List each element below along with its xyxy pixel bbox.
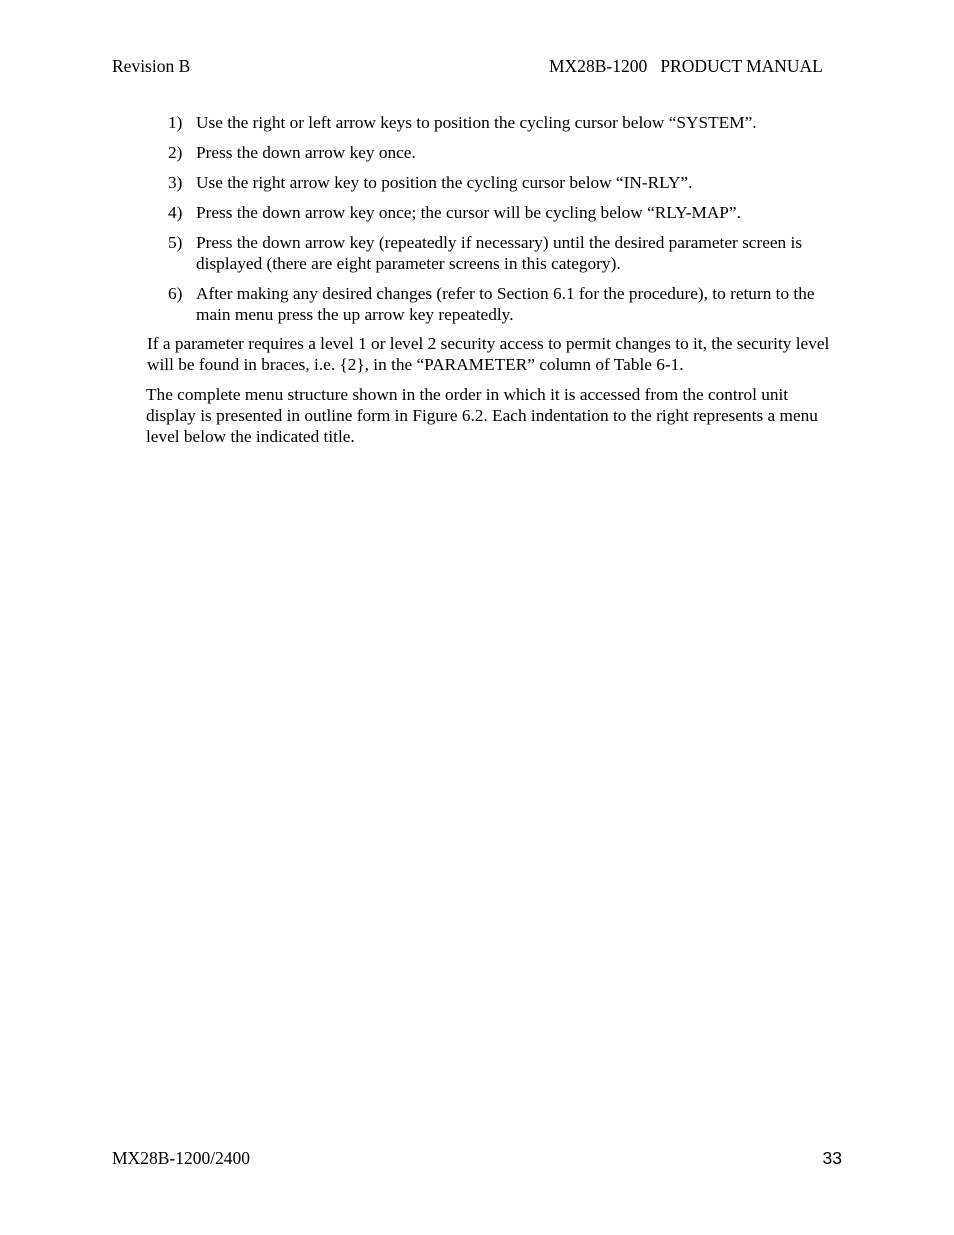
step-3 [168,172,848,193]
step-text: Press the down arrow key once. [196,143,416,162]
header-manual-title: MX28B-1200 PRODUCT MANUAL [549,56,823,76]
step-number: 1) [168,113,183,132]
step-number: 5) [168,233,183,252]
step-4 [168,202,848,223]
step-5 [168,232,848,274]
step-2 [168,142,848,163]
step-text: Use the right arrow key to position the cycling cursor below “IN-RLY”. [196,173,693,192]
step-text: After making any desired changes (refer to Section 6.1 for the procedure), to return to the main menu press the up arrow key repeatedly. [196,284,815,324]
security-level-paragraph: If a parameter requires a level 1 or level 2 security access to permit changes to it, the security level will be found in braces, i.e. {2}, in the “PARAMETER” column of Table 6-1. [147,334,830,374]
step-text: Use the right or left arrow keys to position the cycling cursor below “SYSTEM”. [196,113,757,132]
step-text: Press the down arrow key once; the cursor will be cycling below “RLY-MAP”. [196,203,741,222]
step-6 [168,283,848,325]
step-1 [168,112,848,133]
footer-model: MX28B-1200/2400 [112,1148,251,1168]
header-revision: Revision B [112,56,191,76]
step-number: 3) [168,173,183,192]
step-number: 4) [168,203,183,222]
page-number: 33 [822,1148,842,1168]
menu-structure-paragraph: The complete menu structure shown in the order in which it is accessed from the control unit display is presented in outline form in Figure 6.2. Each indentation to the right represents a menu level below the indicated title. [146,385,818,446]
step-number: 6) [168,284,183,303]
step-text: Press the down arrow key (repeatedly if necessary) until the desired parameter screen is displayed (there are eight parameter screens in this category). [196,233,803,273]
step-number: 2) [168,143,183,162]
procedure-steps [168,112,848,334]
